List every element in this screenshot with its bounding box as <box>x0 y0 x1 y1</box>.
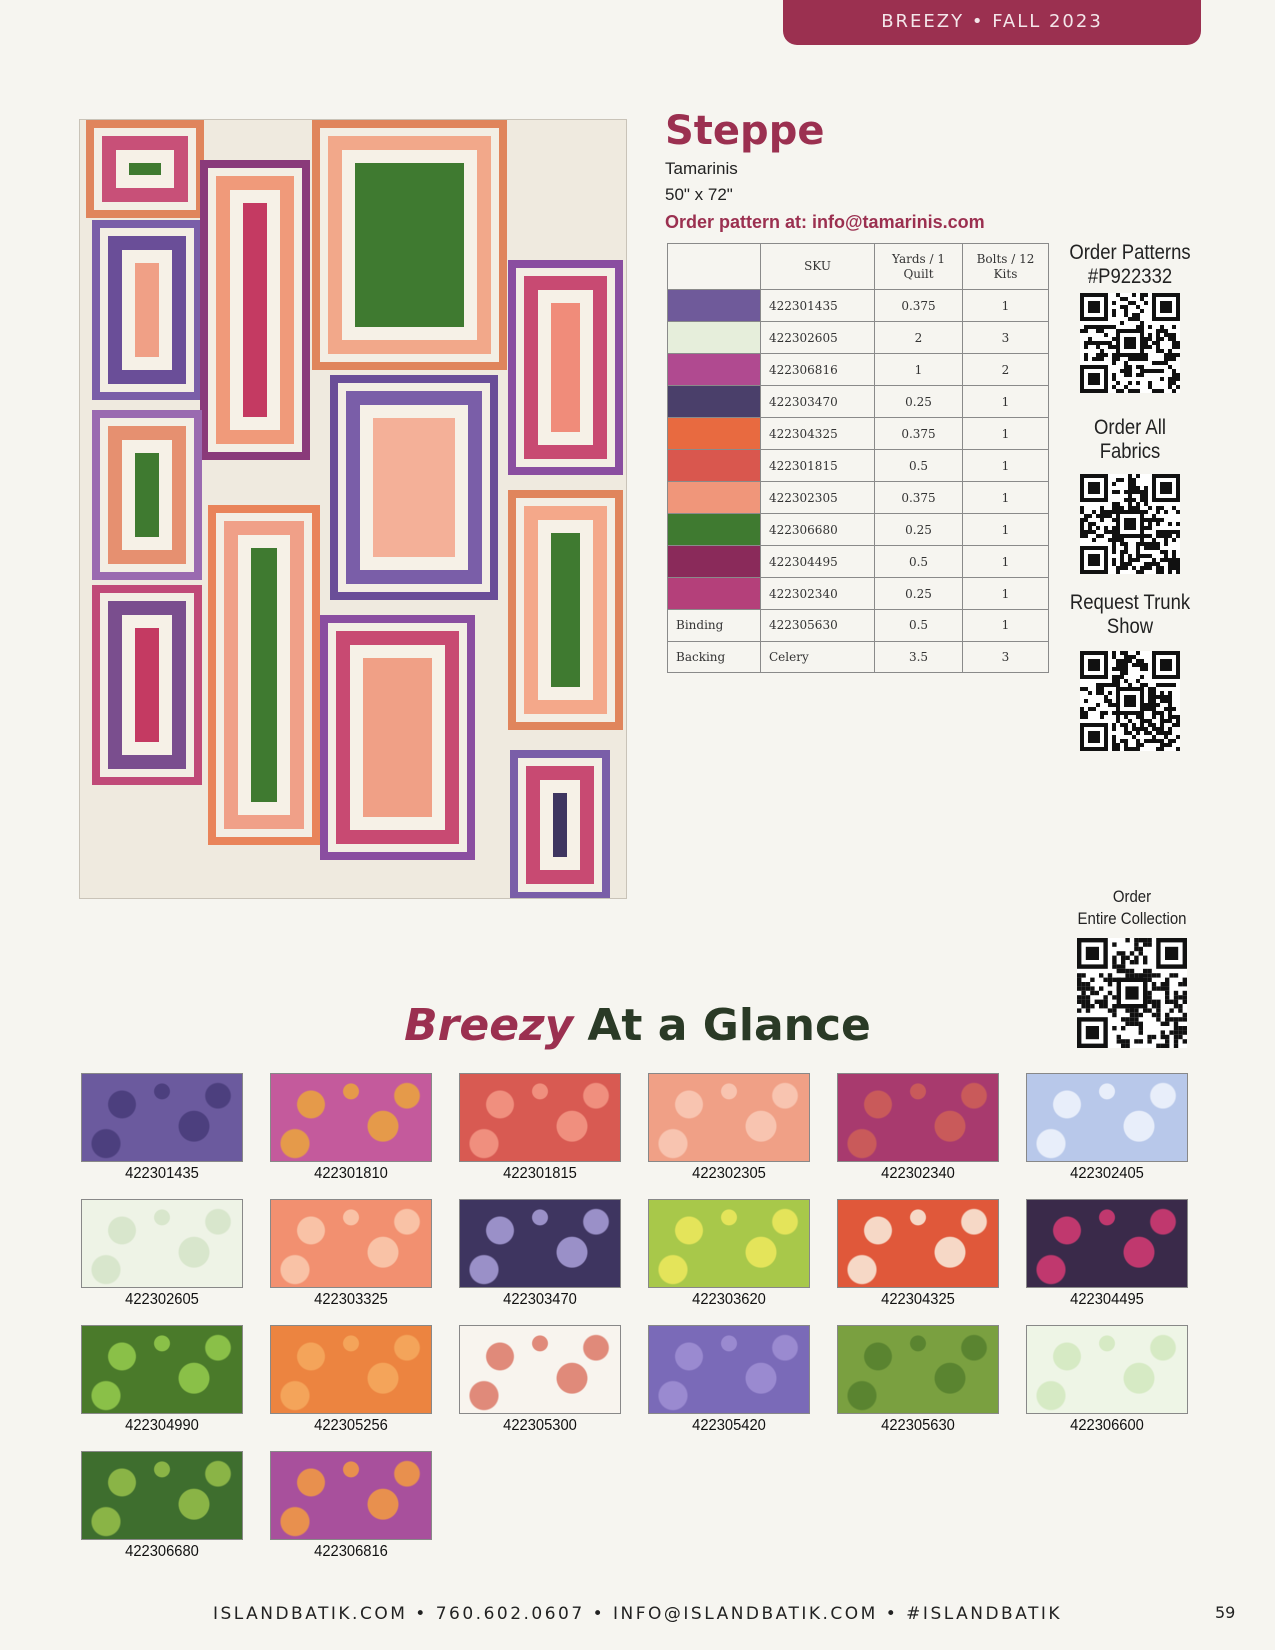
fabric-swatch <box>668 578 761 610</box>
table-row <box>668 578 1049 610</box>
fabric-card[interactable] <box>270 1451 432 1561</box>
yards-cell: 0.375 <box>875 418 963 450</box>
fabric-swatch <box>459 1199 621 1288</box>
table-header-row <box>668 244 1049 290</box>
sku-cell: 422305630 <box>761 610 875 642</box>
bolts-cell: 1 <box>963 578 1049 610</box>
fabric-card[interactable] <box>837 1325 999 1435</box>
fabric-sku: 422303470 <box>503 1291 577 1308</box>
yards-cell: 0.5 <box>875 450 963 482</box>
sku-cell: 422304325 <box>761 418 875 450</box>
sku-header: SKU <box>761 244 875 290</box>
qr-label: #P922332 <box>1087 265 1173 288</box>
sku-cell: 422301435 <box>761 290 875 322</box>
fabric-swatch <box>668 290 761 322</box>
yards-cell: 0.25 <box>875 578 963 610</box>
fabric-card[interactable] <box>270 1073 432 1183</box>
glance-heading-collection: Breezy <box>404 1000 574 1051</box>
qr-label: Order Patterns <box>1069 241 1191 264</box>
table-row <box>668 450 1049 482</box>
quilt-block <box>508 260 623 475</box>
bolts-cell: 1 <box>963 418 1049 450</box>
qr-code-icon[interactable] <box>1080 651 1180 751</box>
bolts-header: Bolts / 12 Kits <box>963 244 1049 290</box>
fabric-swatch <box>459 1325 621 1414</box>
fabric-sku: 422305420 <box>692 1417 766 1434</box>
qr-label: Show <box>1106 615 1154 638</box>
order-fabrics-qr-block <box>1055 416 1205 574</box>
table-row <box>668 290 1049 322</box>
fabric-swatch <box>648 1073 810 1162</box>
qr-label: Order All <box>1094 416 1166 439</box>
fabric-card[interactable] <box>81 1325 243 1435</box>
fabric-sku: 422306680 <box>125 1543 199 1560</box>
yards-cell: 1 <box>875 354 963 386</box>
fabric-sku: 422303325 <box>314 1291 388 1308</box>
qr-code-icon[interactable] <box>1080 293 1180 393</box>
order-patterns-qr-block <box>1055 241 1205 393</box>
trunk-show-qr-block <box>1055 591 1205 751</box>
bolts-cell: 1 <box>963 610 1049 642</box>
quilt-block <box>320 615 475 860</box>
fabric-swatch <box>1026 1073 1188 1162</box>
swatch-header <box>668 244 761 290</box>
qr-label: Request Trunk <box>1069 591 1191 614</box>
yards-cell: 0.5 <box>875 546 963 578</box>
yards-cell: 2 <box>875 322 963 354</box>
sku-cell: 422304495 <box>761 546 875 578</box>
table-row <box>668 354 1049 386</box>
fabric-swatch <box>270 1073 432 1162</box>
quilt-block <box>508 490 623 730</box>
pattern-order-link[interactable]: Order pattern at: info@tamarinis.com <box>665 212 985 232</box>
fabric-card[interactable] <box>81 1451 243 1561</box>
fabric-card[interactable] <box>270 1325 432 1435</box>
fabric-swatch <box>668 418 761 450</box>
fabric-swatch <box>837 1199 999 1288</box>
qr-code-icon[interactable] <box>1080 474 1180 574</box>
quilt-block <box>86 120 204 218</box>
table-row <box>668 610 1049 642</box>
fabric-card[interactable] <box>81 1073 243 1183</box>
fabric-card[interactable] <box>837 1199 999 1309</box>
quilt-block <box>312 120 507 370</box>
pattern-designer: Tamarinis <box>665 159 738 178</box>
fabric-card[interactable] <box>1026 1325 1188 1435</box>
fabric-swatch <box>668 354 761 386</box>
footer-contact: ISLANDBATIK.COM • 760.602.0607 • INFO@ISLANDBATIK.COM • #ISLANDBATIK <box>212 1604 1063 1624</box>
fabric-card[interactable] <box>648 1199 810 1309</box>
fabric-sku: 422302340 <box>881 1165 955 1182</box>
yards-cell: 0.25 <box>875 386 963 418</box>
yards-cell: 0.5 <box>875 610 963 642</box>
fabric-swatch <box>270 1451 432 1540</box>
fabric-sku: 422305256 <box>314 1417 388 1434</box>
table-row <box>668 418 1049 450</box>
bolts-cell: 2 <box>963 354 1049 386</box>
yards-cell: 0.375 <box>875 290 963 322</box>
fabric-swatch <box>270 1199 432 1288</box>
quilt-block <box>200 160 310 460</box>
fabric-swatch <box>459 1073 621 1162</box>
fabric-sku: 422303620 <box>692 1291 766 1308</box>
sku-cell: 422302340 <box>761 578 875 610</box>
sku-cell: 422306680 <box>761 514 875 546</box>
yards-header: Yards / 1 Quilt <box>875 244 963 290</box>
yards-cell: 3.5 <box>875 641 963 673</box>
fabric-swatch <box>837 1073 999 1162</box>
table-row <box>668 641 1049 673</box>
fabric-swatch <box>1026 1325 1188 1414</box>
qr-label: Order <box>1112 887 1152 906</box>
fabric-swatch <box>81 1199 243 1288</box>
fabric-sku: 422304990 <box>125 1417 199 1434</box>
fabric-sku: 422302305 <box>692 1165 766 1182</box>
quilt-photo <box>79 119 627 899</box>
sku-cell: 422301815 <box>761 450 875 482</box>
fabric-card[interactable] <box>1026 1199 1188 1309</box>
fabric-sku: 422304495 <box>1070 1291 1144 1308</box>
row-label: Binding <box>668 610 761 642</box>
fabric-sku: 422306816 <box>314 1543 388 1560</box>
bolts-cell: 1 <box>963 450 1049 482</box>
bolts-cell: 1 <box>963 386 1049 418</box>
fabric-card[interactable] <box>1026 1073 1188 1183</box>
fabric-swatch <box>668 386 761 418</box>
fabric-card[interactable] <box>270 1199 432 1309</box>
fabric-swatch <box>668 546 761 578</box>
qr-label: Entire Collection <box>1077 909 1187 928</box>
row-label: Backing <box>668 641 761 673</box>
fabric-swatch <box>81 1451 243 1540</box>
fabric-card[interactable] <box>459 1199 621 1309</box>
fabric-swatch <box>648 1199 810 1288</box>
fabric-card[interactable] <box>81 1199 243 1309</box>
fabric-swatch <box>270 1325 432 1414</box>
table-row <box>668 322 1049 354</box>
quilt-block <box>208 505 320 845</box>
quilt-block <box>510 750 610 899</box>
fabric-swatch <box>668 450 761 482</box>
fabric-swatch <box>1026 1199 1188 1288</box>
fabric-card[interactable] <box>459 1073 621 1183</box>
sku-cell: 422303470 <box>761 386 875 418</box>
table-row <box>668 546 1049 578</box>
fabric-swatch <box>81 1073 243 1162</box>
fabric-card[interactable] <box>837 1073 999 1183</box>
quilt-block <box>92 220 202 400</box>
sku-cell: 422306816 <box>761 354 875 386</box>
sku-cell: 422302305 <box>761 482 875 514</box>
bolts-cell: 1 <box>963 290 1049 322</box>
fabric-sku: 422301810 <box>314 1165 388 1182</box>
qr-label: Fabrics <box>1099 440 1161 463</box>
bolts-cell: 3 <box>963 322 1049 354</box>
fabric-swatch <box>668 482 761 514</box>
fabric-sku: 422305300 <box>503 1417 577 1434</box>
fabric-sku: 422302605 <box>125 1291 199 1308</box>
fabric-sku: 422302405 <box>1070 1165 1144 1182</box>
glance-heading-rest: At a Glance <box>587 1000 871 1051</box>
fabric-sku: 422304325 <box>881 1291 955 1308</box>
yardage-table <box>667 243 1049 673</box>
fabric-sku: 422301435 <box>125 1165 199 1182</box>
fabric-sku: 422301815 <box>503 1165 577 1182</box>
yards-cell: 0.375 <box>875 482 963 514</box>
bolts-cell: 1 <box>963 546 1049 578</box>
table-row <box>668 514 1049 546</box>
fabric-swatch <box>837 1325 999 1414</box>
fabric-sku: 422305630 <box>881 1417 955 1434</box>
fabric-swatch <box>648 1325 810 1414</box>
glance-heading <box>0 1000 1275 1051</box>
table-row <box>668 482 1049 514</box>
table-row <box>668 386 1049 418</box>
pattern-title: Steppe <box>665 108 825 154</box>
sku-cell: 422302605 <box>761 322 875 354</box>
pattern-size: 50" x 72" <box>665 185 733 204</box>
fabric-card[interactable] <box>648 1325 810 1435</box>
bolts-cell: 3 <box>963 641 1049 673</box>
bolts-cell: 1 <box>963 482 1049 514</box>
quilt-block <box>92 585 202 785</box>
yards-cell: 0.25 <box>875 514 963 546</box>
page-number: 59 <box>1215 1603 1236 1622</box>
fabric-swatch <box>668 514 761 546</box>
fabric-swatch <box>81 1325 243 1414</box>
fabric-sku: 422306600 <box>1070 1417 1144 1434</box>
bolts-cell: 1 <box>963 514 1049 546</box>
quilt-block <box>330 375 498 600</box>
fabric-swatch <box>668 322 761 354</box>
collection-header-tab: BREEZY • FALL 2023 <box>783 0 1201 45</box>
quilt-block <box>92 410 202 580</box>
fabric-card[interactable] <box>648 1073 810 1183</box>
fabric-card[interactable] <box>459 1325 621 1435</box>
sku-cell: Celery <box>761 641 875 673</box>
